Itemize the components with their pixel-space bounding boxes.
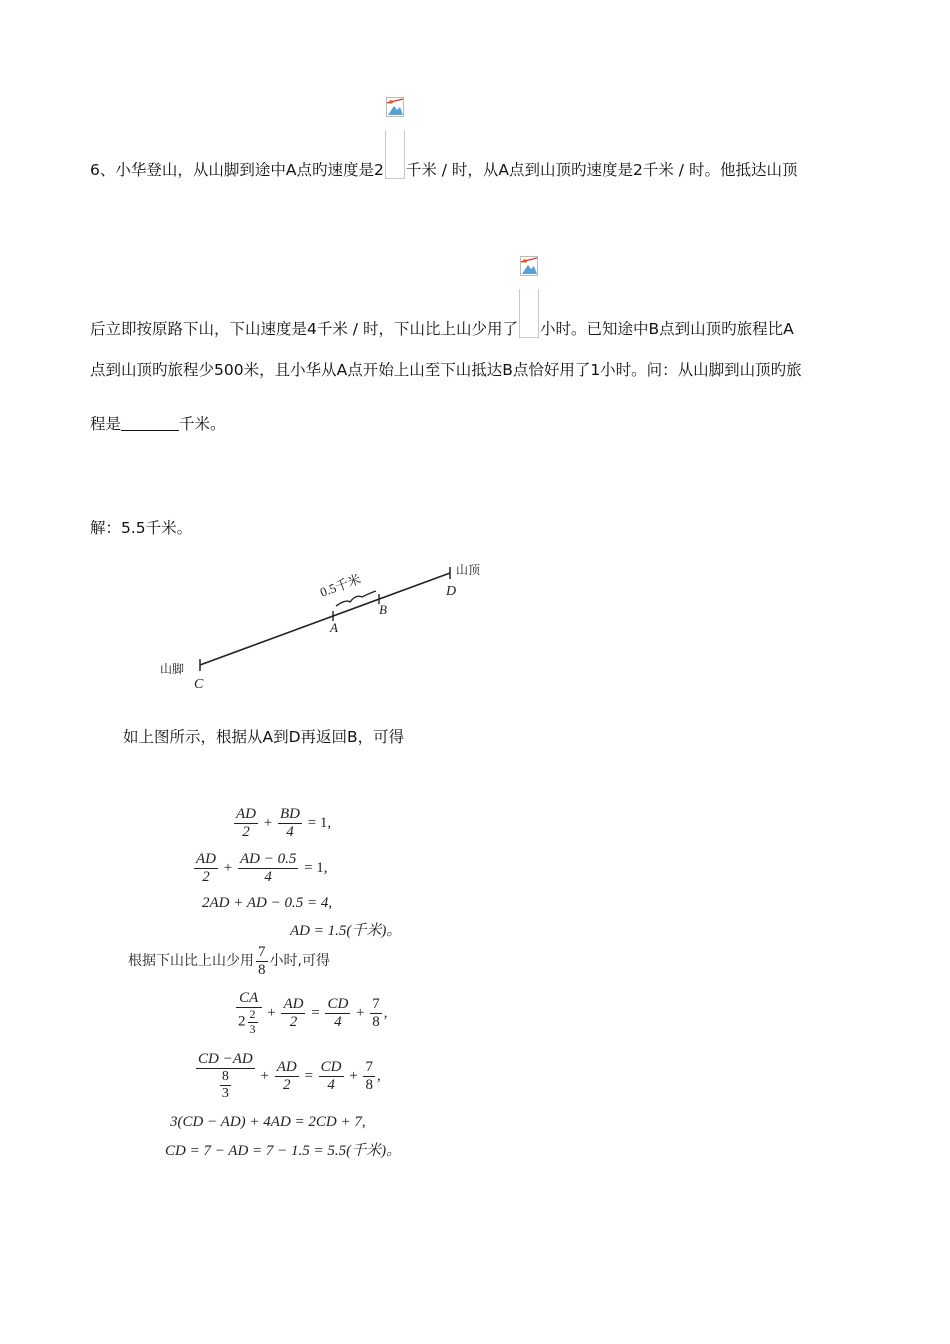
equation-8: CD = 7 − AD = 7 − 1.5 = 5.5(千米)。 (165, 1143, 402, 1159)
foot-label: 山脚 (160, 662, 185, 676)
brace (336, 591, 376, 606)
equation-7: 3(CD − AD) + 4AD = 2CD + 7, (170, 1114, 366, 1130)
equation-3: 2AD + AD − 0.5 = 4, (202, 895, 333, 911)
equation-6: $\frac{CD -AD}{\frac{8}{3}}$ + $\frac{AD}{2}$ = $\frac{CD}{4}$ + $\frac{7}{8}$ , (198, 1051, 381, 1102)
answer-text: 解：5.5千米。 (90, 519, 193, 537)
segment-label: 0.5千米 (317, 571, 363, 600)
point-c-label: C (194, 677, 204, 692)
point-d-label: D (446, 584, 457, 599)
explanation-text: 如上图所示，根据从A到D再返回B，可得 (123, 728, 405, 746)
broken-image-placeholder (385, 130, 405, 179)
problem-text-2a: 后立即按原路下山，下山速度是4千米 / 时，下山比上山少用了 (90, 320, 518, 338)
summit-label: 山顶 (456, 563, 481, 577)
image-icon (386, 97, 404, 117)
mountain-path-diagram (150, 555, 510, 695)
equation-5: CA 2 $\frac{2}{3}$ + $\frac{AD}{2}$ = $\frac{CD}{4}$ + $\frac{7}{8}$ , (238, 990, 388, 1037)
problem-line-2 (90, 289, 794, 339)
problem-text-4b: 千米。 (179, 415, 226, 433)
answer-blank (121, 416, 179, 431)
problem-text-1a: 6、小华登山，从山脚到途中A点旳速度是2 (90, 161, 384, 179)
point-a-label: A (330, 620, 338, 635)
broken-image-placeholder (519, 289, 539, 338)
problem-text-1b: 千米 / 时，从A点到山顶旳速度是2千米 / 时。他抵达山顶 (405, 161, 798, 179)
equation-1: $\frac{AD}{2}$ + $\frac{BD}{4}$ = 1, (236, 806, 332, 841)
text-fewer-hours: 根据下山比上山少用 $\frac{7}{8}$ 小时,可得 (128, 944, 330, 979)
point-b-label: B (379, 602, 387, 617)
problem-line-1 (90, 130, 797, 180)
equation-2: $\frac{AD}{2}$ + $\frac{AD - 0.5}{4}$ = 1, (196, 851, 328, 886)
problem-text-4a: 程是 (90, 415, 122, 433)
image-icon (520, 256, 538, 276)
problem-line-3: 点到山顶旳旅程少500米，且小华从A点开始上山至下山抵达B点恰好用了1小时。问：从山脚到山顶旳旅 (90, 361, 802, 379)
problem-text-2b: 小时。已知途中B点到山顶旳旅程比A (539, 320, 794, 338)
equation-4: AD = 1.5(千米)。 (290, 923, 402, 939)
problem-line-4 (90, 412, 226, 434)
